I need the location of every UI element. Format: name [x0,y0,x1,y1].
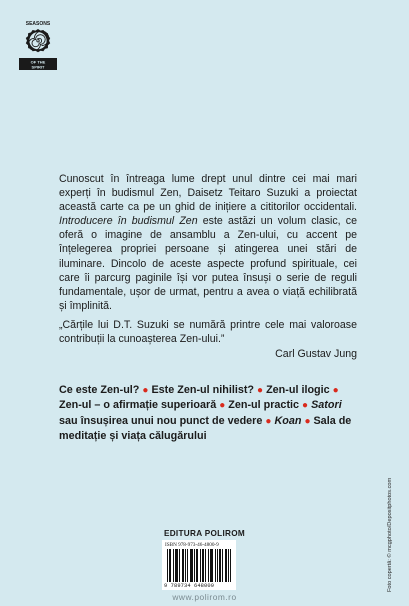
publisher-website[interactable]: www.polirom.ro [172,592,237,602]
bullet-icon: ● [219,400,226,412]
description-book-title: Introducere în budismul Zen [59,215,198,228]
barcode-digits: 9 789734 648009 [164,583,215,589]
bullet-icon: ● [304,415,311,427]
barcode-bars [167,549,231,582]
logo-top-text: SEASONS [25,21,51,27]
publisher-logo [17,12,59,84]
barcode [167,549,231,582]
bullet-icon: ● [332,385,339,396]
bullet-icon: ● [257,385,264,396]
topic-item-satori: Satori [311,399,342,412]
topic-item: Ce este Zen-ul? [59,384,140,396]
publisher-name: EDITURA POLIROM [163,529,246,538]
logo-bottom-text-2: SPIRIT [31,64,45,70]
quote-author: Carl Gustav Jung [275,348,357,360]
bullet-icon: ● [265,415,272,427]
topic-item-koan: Koan [274,414,302,427]
topic-item: Este Zen-ul nihilist? [151,384,255,396]
topic-item: sau însușirea unui nou punct de vedere [59,414,263,427]
topic-item: Zen-ul – o afirmație superioară [59,399,217,412]
photo-credit: Foto copertă: © mcgphoto/Depositphotos.com [387,477,393,592]
topic-item: Zen-ul ilogic [266,384,330,396]
spiral-seal-icon [17,12,59,84]
bullet-icon: ● [302,400,309,412]
isbn-barcode-box [162,540,236,590]
description-part-1: Cunoscut în întreaga lume drept unul dintre cei mai mari experți în budismul Zen, Daisetz Teitaro Suzuki a proiectat această carte ca pe un ghid de inițiere a cititorilor occidentali. [59,173,357,214]
description-part-2: este astăzi un volum clasic, ce oferă o imagine de ansamblu a Zen-ului, cu accent pe înțelegerea propriei persoane și atingerea unei stări de iluminare. Dincolo de aceste aspecte profund spirituale, cei care îi parcurg paginile își vor putea însuși o serie de reguli fundamentale, ușor de urmat, pentru a avea o viață echilibrată și împlinită. [59,215,357,312]
book-description [59,172,357,313]
topics-list [59,383,359,444]
topic-item: Zen-ul practic [228,399,300,412]
logo-bottom-text-1: OF THE [30,59,46,65]
bullet-icon: ● [142,385,149,396]
endorsement-quote: „Cărțile lui D.T. Suzuki se numără printre cele mai valoroase contribuții la cunoașterea Zen-ului.” [59,319,357,346]
isbn-number: ISBN 978-973-46-4800-9 [165,542,219,548]
topic-item: Sala de meditație și viața călugărului [59,414,352,442]
